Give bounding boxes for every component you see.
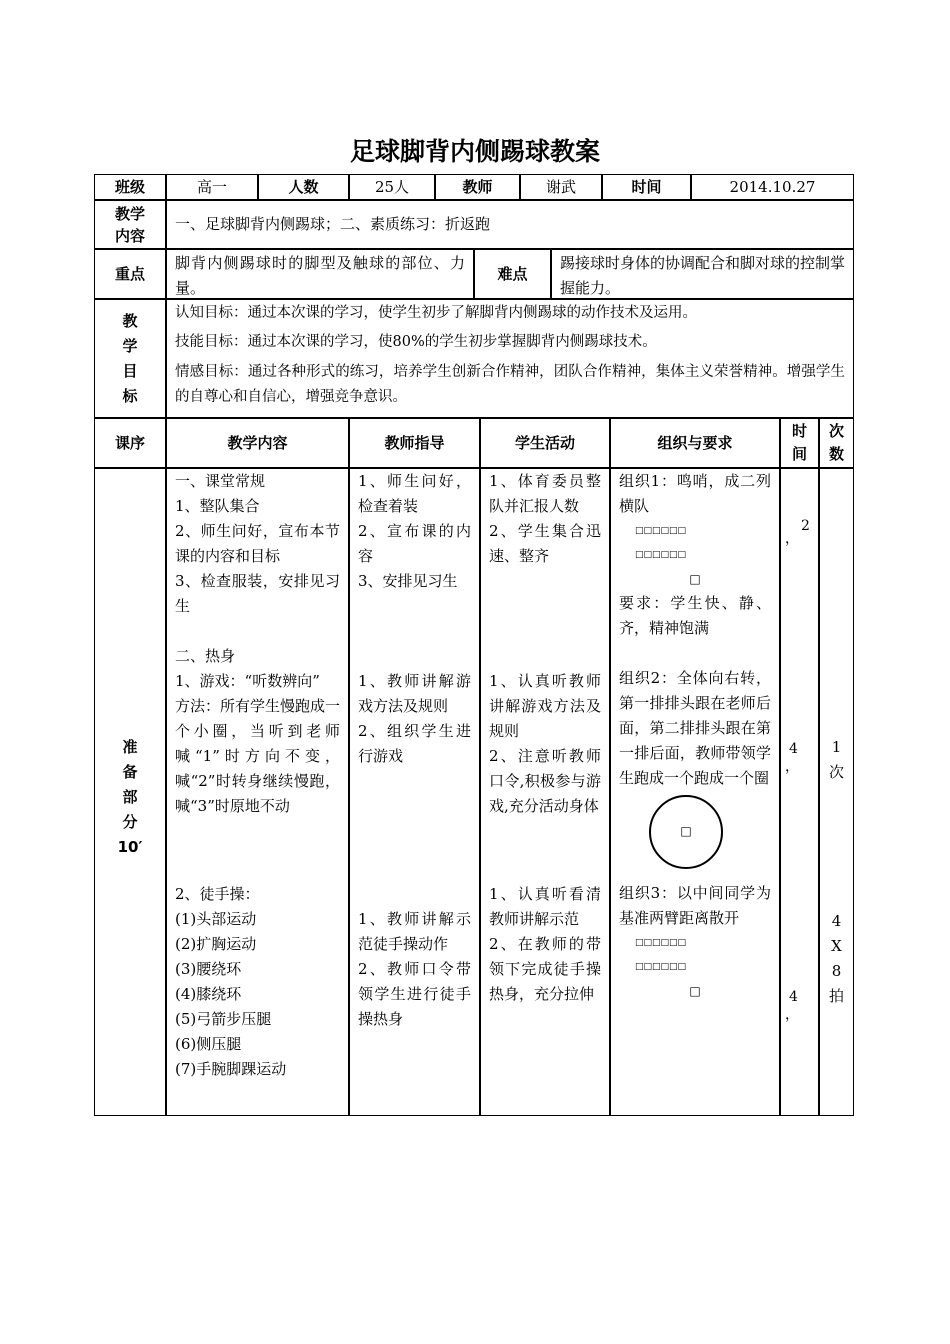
formation-row: □□□□□□ bbox=[635, 550, 687, 560]
activity-item: 2、注意听教师口令,积极参与游戏,充分活动身体 bbox=[489, 747, 601, 815]
difficulty-label: 难点 bbox=[474, 249, 551, 299]
col-org: 组织与要求 bbox=[610, 418, 780, 468]
teaching-item: (4)膝绕环 bbox=[175, 985, 242, 1003]
time-value: 2 bbox=[801, 518, 810, 534]
content-label: 教学 内容 bbox=[94, 200, 166, 249]
key-value: 脚背内侧踢球时的脚型及触球的部位、力量。 bbox=[166, 249, 474, 299]
guide-item: 1、教师讲解游戏方法及规则 bbox=[358, 672, 471, 715]
goal-emotion: 情感目标：通过各种形式的练习，培养学生创新合作精神，团队合作精神，集体主义荣誉精神。增强学生的自尊心和自信心，增强竞争意识。 bbox=[175, 364, 845, 405]
col-order: 课序 bbox=[94, 418, 166, 468]
teaching-item: (2)扩胸运动 bbox=[175, 935, 257, 953]
teaching-item: 二、热身 bbox=[175, 647, 236, 665]
activity-item: 2、学生集合迅速、整齐 bbox=[489, 522, 601, 565]
goal-skill: 技能目标：通过本次课的学习，使80%的学生初步掌握脚背内侧踢球技术。 bbox=[175, 334, 657, 350]
col-count: 次 数 bbox=[819, 418, 854, 468]
org-item: 组织3：以中间同学为基准两臂距离散开 bbox=[619, 884, 771, 927]
teaching-item: 1、游戏：“听数辨向” bbox=[175, 672, 320, 690]
activity-item: 2、在教师的带领下完成徒手操热身，充分拉伸 bbox=[489, 935, 601, 1003]
teaching-item: (7)手腕脚踝运动 bbox=[175, 1060, 287, 1078]
activity-item: 1、认真听教师讲解游戏方法及规则 bbox=[489, 672, 601, 740]
teaching-content bbox=[166, 468, 349, 1116]
count-value: 4 bbox=[831, 912, 842, 930]
time-value: 2014.10.27 bbox=[691, 174, 854, 200]
teaching-item: 3、检查服装，安排见习生 bbox=[175, 572, 340, 615]
guide-item: 1、教师讲解示范徒手操动作 bbox=[358, 910, 471, 953]
teacher-marker: □ bbox=[689, 984, 701, 998]
time-value: 4 bbox=[789, 741, 798, 757]
time-label: 时间 bbox=[602, 174, 691, 200]
content-value: 一、足球脚背内侧踢球；二、素质练习：折返跑 bbox=[166, 200, 854, 249]
teacher-guide bbox=[349, 468, 480, 1116]
student-activity bbox=[480, 468, 610, 1116]
teaching-item: 方法：所有学生慢跑成一个小圈，当听到老师喊“1”时方向不变，喊“2”时转身继续慢跑，喊“3”时原地不动 bbox=[175, 697, 341, 815]
activity-item: 1、认真听看清教师讲解示范 bbox=[489, 885, 601, 928]
guide-item: 1、师生问好，检查着装 bbox=[358, 472, 471, 515]
time-value: 4 bbox=[789, 989, 798, 1005]
org-item: 组织2：全体向右转，第一排排头跟在老师后面，第二排排头跟在第一排后面，教师带领学生跑成一个跑成一个圈 bbox=[619, 669, 771, 787]
goals-label: 教 学 目 标 bbox=[94, 299, 166, 418]
count-value: 1 bbox=[831, 738, 842, 756]
count-unit: 次 bbox=[828, 763, 844, 781]
teaching-item: 1、整队集合 bbox=[175, 497, 260, 515]
goals-value bbox=[166, 299, 854, 418]
guide-item: 2、宣布课的内容 bbox=[358, 522, 471, 565]
teacher-label: 教师 bbox=[435, 174, 520, 200]
class-value: 高一 bbox=[166, 174, 258, 200]
teaching-item: 2、徒手操： bbox=[175, 885, 260, 903]
formation-row: □□□□□□ bbox=[635, 938, 687, 948]
count-label: 人数 bbox=[258, 174, 349, 200]
page-title: 足球脚背内侧踢球教案 bbox=[349, 137, 600, 166]
difficulty-value: 踢接球时身体的协调配合和脚对球的控制掌握能力。 bbox=[551, 249, 854, 299]
key-label: 重点 bbox=[94, 249, 166, 299]
running-circle-diagram bbox=[649, 795, 723, 869]
goal-cognitive: 认知目标：通过本次课的学习，使学生初步了解脚背内侧踢球的动作技术及运用。 bbox=[175, 305, 697, 321]
time-comma: ， bbox=[785, 531, 799, 547]
time-comma: ， bbox=[785, 759, 799, 775]
count-value: 8 bbox=[831, 962, 842, 980]
activity-item: 1、体育委员整队并汇报人数 bbox=[489, 472, 601, 515]
teacher-value: 谢武 bbox=[520, 174, 602, 200]
teaching-item: (1)头部运动 bbox=[175, 910, 257, 928]
guide-item: 2、组织学生进行游戏 bbox=[358, 722, 471, 765]
col-time: 时 间 bbox=[780, 418, 819, 468]
teaching-item: (3)腰绕环 bbox=[175, 960, 242, 978]
time-column bbox=[780, 468, 819, 1116]
col-guide: 教师指导 bbox=[349, 418, 480, 468]
count-column bbox=[819, 468, 854, 1116]
guide-item: 3、安排见习生 bbox=[358, 572, 458, 590]
org-requirements bbox=[610, 468, 780, 1116]
count-value: X bbox=[831, 937, 842, 955]
class-label: 班级 bbox=[94, 174, 166, 200]
count-unit: 拍 bbox=[828, 987, 844, 1005]
teaching-item: 2、师生问好，宣布本节课的内容和目标 bbox=[175, 522, 340, 565]
formation-row: □□□□□□ bbox=[635, 962, 687, 972]
time-comma: ， bbox=[785, 1007, 799, 1023]
teaching-item: 一、课堂常规 bbox=[175, 472, 266, 490]
teacher-marker: □ bbox=[680, 824, 692, 838]
formation-row: □□□□□□ bbox=[635, 526, 687, 536]
guide-item: 2、教师口令带领学生进行徒手操热身 bbox=[358, 960, 471, 1028]
col-content: 教学内容 bbox=[166, 418, 349, 468]
teaching-item: (5)弓箭步压腿 bbox=[175, 1010, 272, 1028]
org-item: 组织1：鸣哨，成二列横队 bbox=[619, 472, 771, 515]
teacher-marker: □ bbox=[689, 572, 701, 586]
col-activity: 学生活动 bbox=[480, 418, 610, 468]
org-item: 要求：学生快、静、齐，精神饱满 bbox=[619, 594, 771, 637]
teaching-item: (6)侧压腿 bbox=[175, 1035, 242, 1053]
section-label: 准 备 部 分 10′ bbox=[94, 468, 166, 1116]
count-value: 25人 bbox=[349, 174, 435, 200]
